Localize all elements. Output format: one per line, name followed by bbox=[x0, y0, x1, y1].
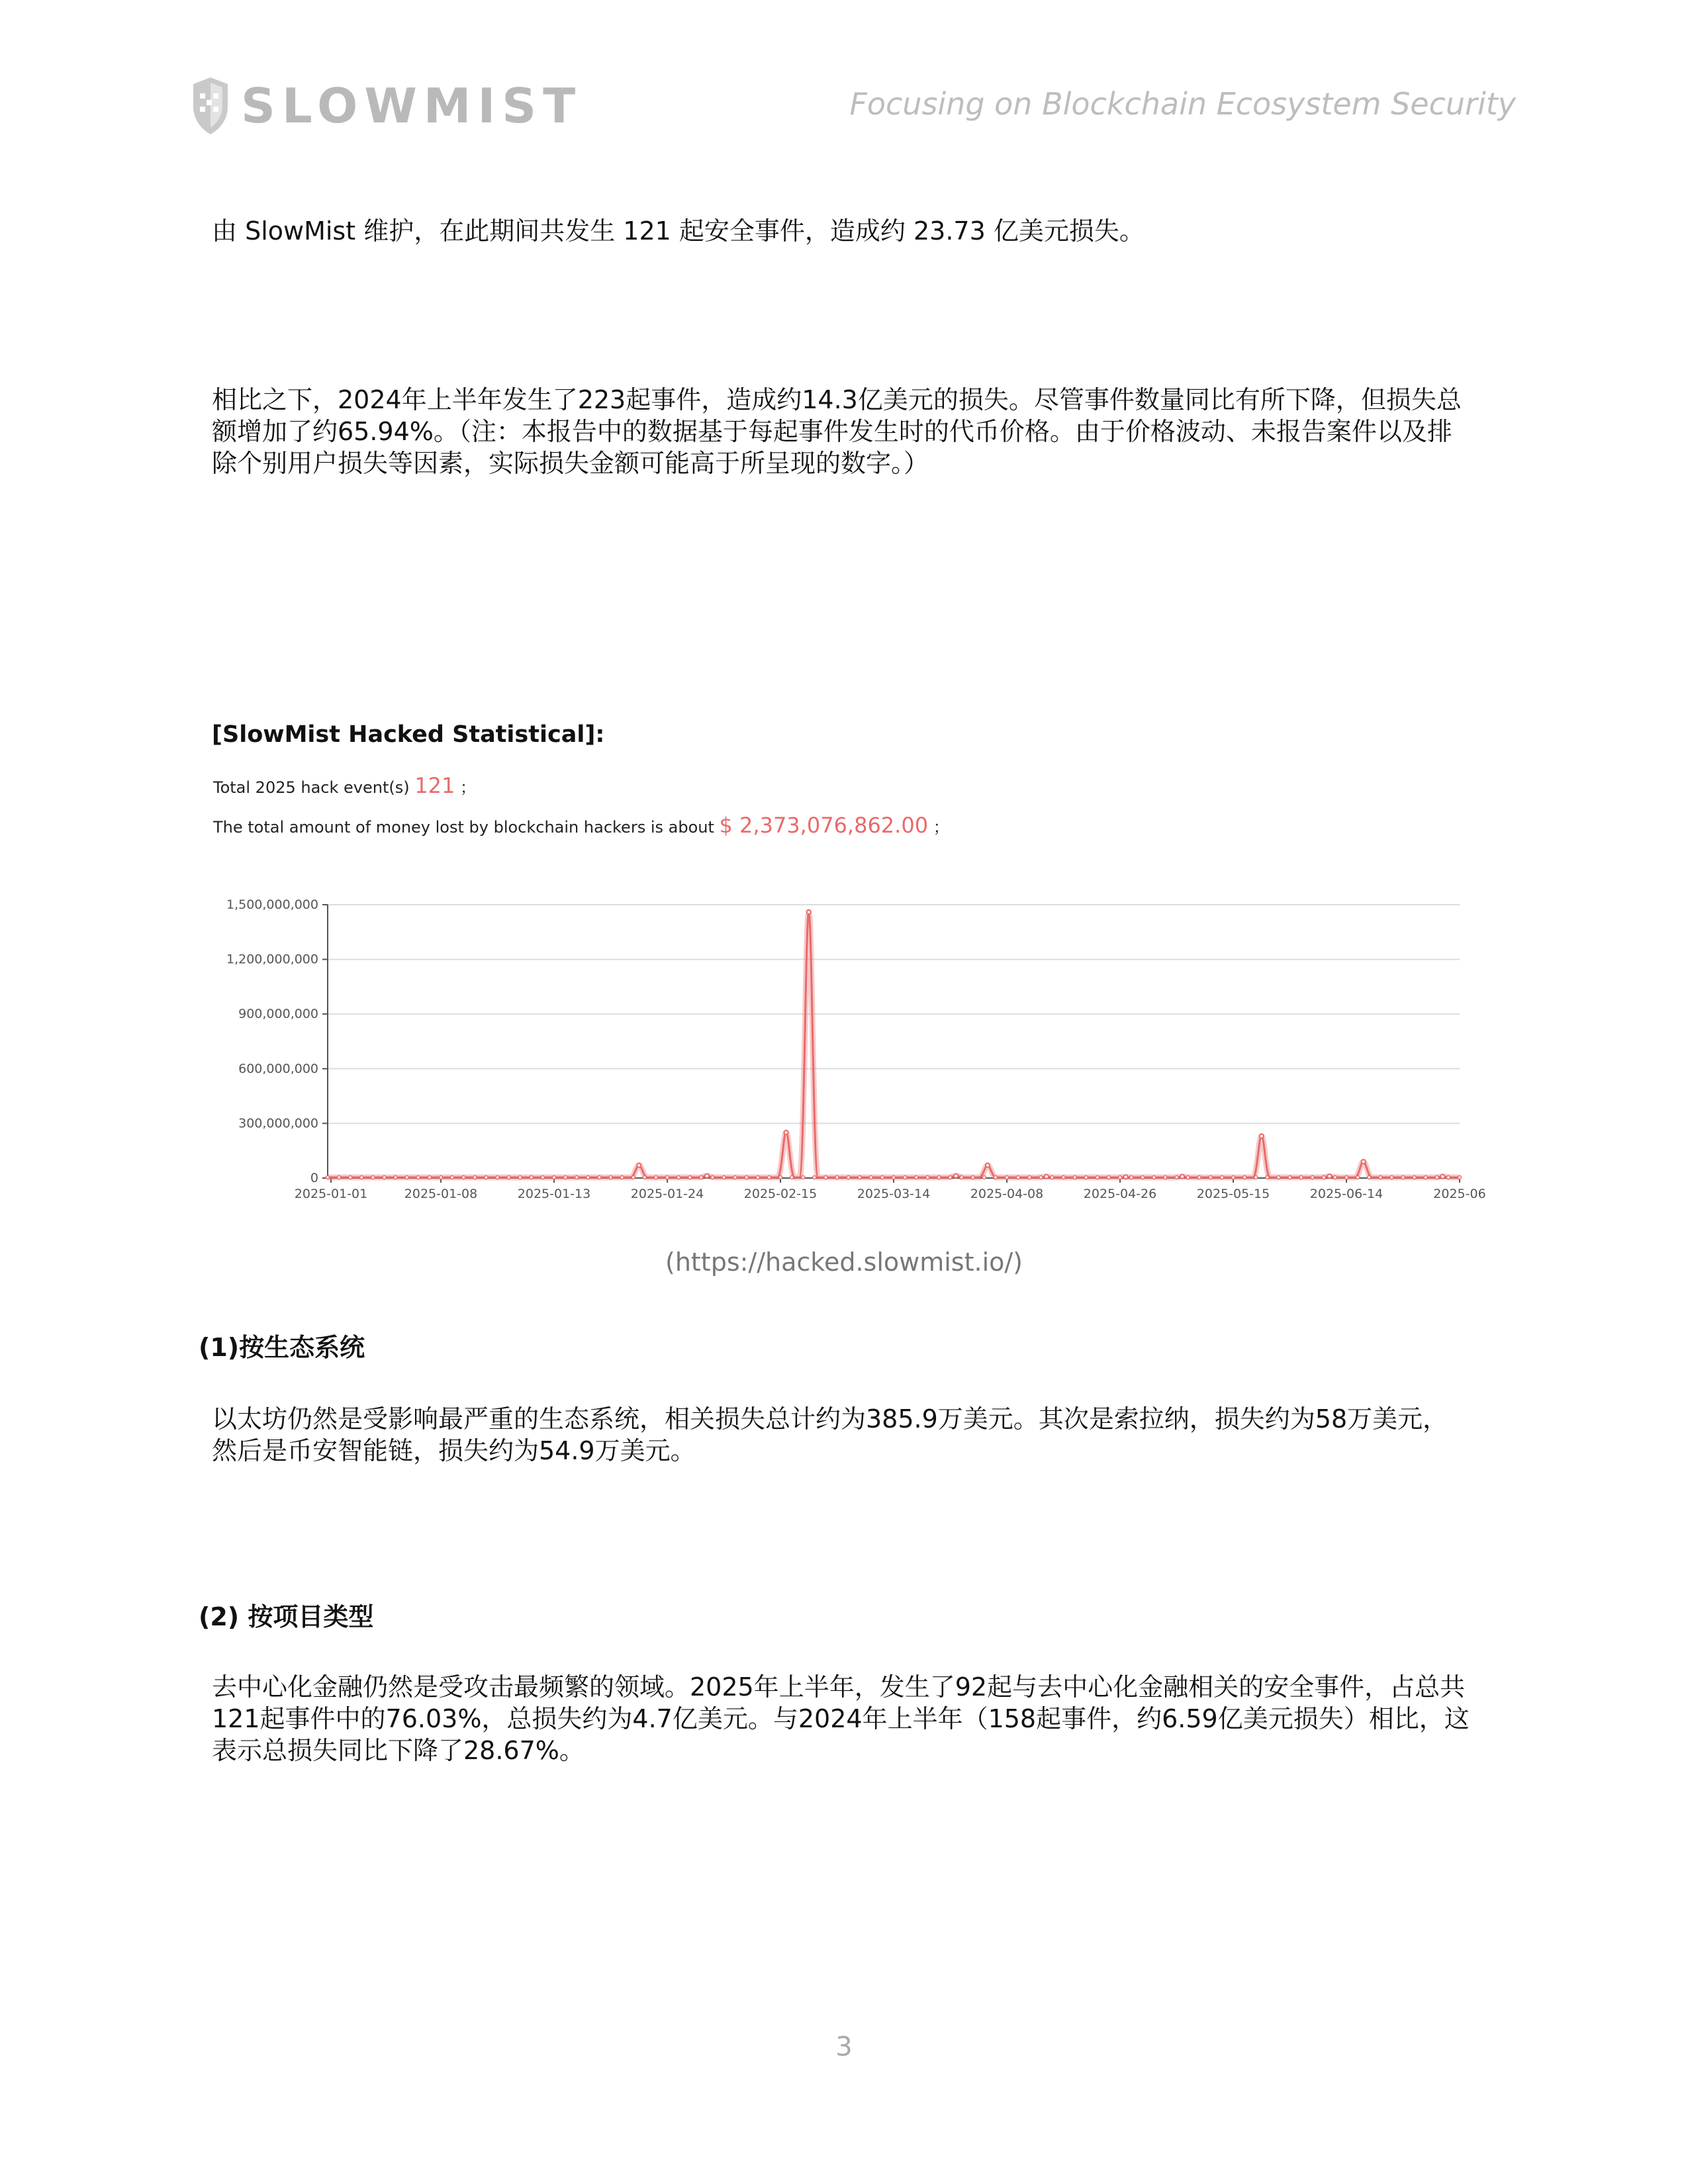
data-point bbox=[1243, 1176, 1246, 1179]
x-tick-label: 2025-01-13 bbox=[517, 1187, 591, 1201]
data-point bbox=[1028, 1176, 1031, 1179]
data-point bbox=[869, 1176, 872, 1179]
data-point bbox=[835, 1176, 839, 1179]
y-tick-label: 900,000,000 bbox=[238, 1007, 318, 1022]
slowmist-logo bbox=[192, 76, 582, 136]
y-tick-label: 0 bbox=[310, 1171, 318, 1185]
data-point bbox=[1458, 1176, 1462, 1179]
peak-point bbox=[986, 1163, 990, 1167]
data-point bbox=[394, 1176, 397, 1179]
data-point bbox=[880, 1176, 884, 1179]
peak-point bbox=[1124, 1175, 1128, 1179]
data-point bbox=[462, 1176, 465, 1179]
peak-point bbox=[1362, 1160, 1366, 1163]
data-point bbox=[632, 1176, 635, 1179]
source-link[interactable]: (https://hacked.slowmist.io/) bbox=[665, 1248, 1023, 1277]
peak-point bbox=[705, 1174, 709, 1178]
section-heading-ecosystem: (1)按生态系统 bbox=[199, 1333, 365, 1362]
data-point bbox=[847, 1176, 850, 1179]
data-point bbox=[1401, 1176, 1405, 1179]
data-point bbox=[1107, 1176, 1110, 1179]
shield-icon bbox=[192, 76, 229, 136]
data-point bbox=[1164, 1176, 1167, 1179]
data-point bbox=[1277, 1176, 1280, 1179]
data-point bbox=[1006, 1176, 1009, 1179]
data-point bbox=[733, 1176, 737, 1179]
data-point bbox=[802, 1176, 805, 1179]
data-point bbox=[416, 1176, 420, 1179]
data-point bbox=[507, 1176, 510, 1179]
data-point bbox=[1062, 1176, 1065, 1179]
y-tick-label: 1,200,000,000 bbox=[226, 952, 318, 967]
data-point bbox=[530, 1176, 533, 1179]
data-point bbox=[609, 1176, 612, 1179]
peak-point bbox=[1260, 1134, 1264, 1138]
data-point bbox=[1186, 1176, 1190, 1179]
x-tick-label: 2025-04-26 bbox=[1083, 1187, 1157, 1201]
data-point bbox=[904, 1176, 907, 1179]
data-point bbox=[666, 1176, 669, 1179]
data-point bbox=[1130, 1176, 1133, 1179]
data-point bbox=[779, 1176, 782, 1179]
page-header bbox=[0, 0, 1688, 172]
data-point bbox=[949, 1176, 952, 1179]
data-point bbox=[1039, 1176, 1043, 1179]
data-point bbox=[1119, 1176, 1122, 1179]
data-point bbox=[1379, 1176, 1382, 1179]
data-point bbox=[1356, 1176, 1360, 1179]
data-point bbox=[971, 1176, 974, 1179]
data-point bbox=[790, 1176, 794, 1179]
data-point bbox=[1333, 1176, 1336, 1179]
data-point bbox=[745, 1176, 748, 1179]
chart-x-axis bbox=[295, 1178, 1486, 1201]
chart-grid bbox=[328, 905, 1460, 1178]
x-tick-label: 2025-05-15 bbox=[1196, 1187, 1270, 1201]
section-body-ecosystem: 以太坊仍然是受影响最严重的生态系统，相关损失总计约为385.9万美元。其次是索拉纳，损失约为58万美元，然后是币安智能链，损失约为54.9万美元。 bbox=[212, 1404, 1448, 1465]
data-point bbox=[383, 1176, 386, 1179]
data-point bbox=[1220, 1176, 1223, 1179]
logo-text: SLOWMIST bbox=[241, 78, 583, 134]
y-tick-label: 1,500,000,000 bbox=[226, 897, 318, 912]
data-point bbox=[1073, 1176, 1076, 1179]
x-tick-label: 2025-01-08 bbox=[404, 1187, 478, 1201]
peak-point bbox=[1180, 1175, 1184, 1179]
y-tick-label: 300,000,000 bbox=[238, 1116, 318, 1131]
data-point bbox=[1084, 1176, 1088, 1179]
data-point bbox=[586, 1176, 590, 1179]
data-point bbox=[1197, 1176, 1201, 1179]
data-point bbox=[960, 1176, 963, 1179]
data-point bbox=[1345, 1176, 1348, 1179]
data-point bbox=[541, 1176, 544, 1179]
peak-point bbox=[1440, 1175, 1444, 1179]
hack-loss-chart bbox=[199, 887, 1489, 1218]
x-tick-label: 2025-01-24 bbox=[630, 1187, 704, 1201]
data-point bbox=[1175, 1176, 1178, 1179]
data-point bbox=[1424, 1176, 1427, 1179]
x-tick-label: 2025-03-14 bbox=[857, 1187, 931, 1201]
data-point bbox=[1322, 1176, 1325, 1179]
peak-point bbox=[784, 1130, 788, 1134]
loss-value: $ 2,373,076,862.00 bbox=[719, 813, 929, 838]
stats-title: [SlowMist Hacked Statistical]: bbox=[212, 721, 605, 748]
data-point bbox=[349, 1176, 352, 1179]
data-point bbox=[564, 1176, 567, 1179]
x-tick-label: 2025-02-15 bbox=[743, 1187, 818, 1201]
data-point bbox=[767, 1176, 771, 1179]
data-point bbox=[1446, 1176, 1450, 1179]
events-suffix: ； bbox=[459, 778, 476, 797]
y-tick-label: 600,000,000 bbox=[238, 1061, 318, 1076]
chart-y-axis bbox=[226, 897, 328, 1185]
chart-series bbox=[326, 910, 1462, 1179]
data-point bbox=[643, 1176, 646, 1179]
data-point bbox=[824, 1176, 827, 1179]
peak-point bbox=[1327, 1174, 1331, 1178]
data-point bbox=[360, 1176, 363, 1179]
comparison-paragraph: 相比之下，2024年上半年发生了223起事件，造成约14.3亿美元的损失。尽管事件数量同比有所下降，但损失总额增加了约65.94%。（注：本报告中的数据基于每起事件发生时的代币价格。由于价格波动、未报告案件以及排除个别用户损失等因素，实际损失金额可能高于所呈现的数字。） bbox=[212, 385, 1462, 478]
page-number: 3 bbox=[835, 2032, 853, 2062]
peak-point bbox=[807, 910, 811, 914]
data-point bbox=[926, 1176, 929, 1179]
section-heading-project-type: (2) 按项目类型 bbox=[199, 1602, 374, 1631]
data-point bbox=[371, 1176, 375, 1179]
data-point bbox=[813, 1176, 816, 1179]
intro-paragraph: 由 SlowMist 维护，在此期间共发生 121 起安全事件，造成约 23.73 亿美元损失。 bbox=[212, 216, 1145, 246]
data-point bbox=[575, 1176, 579, 1179]
data-point bbox=[1209, 1176, 1212, 1179]
series-line bbox=[328, 912, 1460, 1177]
series-line-glow bbox=[328, 912, 1460, 1177]
data-point bbox=[428, 1176, 431, 1179]
x-tick-label: 2025-04-08 bbox=[970, 1187, 1044, 1201]
data-point bbox=[858, 1176, 861, 1179]
data-point bbox=[451, 1176, 454, 1179]
data-point bbox=[677, 1176, 680, 1179]
data-point bbox=[1311, 1176, 1314, 1179]
data-point bbox=[1368, 1176, 1371, 1179]
data-point bbox=[700, 1176, 703, 1179]
x-tick-label: 2025-06-14 bbox=[1309, 1187, 1383, 1201]
data-point bbox=[994, 1176, 997, 1179]
data-point bbox=[1096, 1176, 1099, 1179]
data-point bbox=[553, 1176, 556, 1179]
section-body-project-type: 去中心化金融仍然是受攻击最频繁的领域。2025年上半年，发生了92起与去中心化金融相关的安全事件，占总共121起事件中的76.03%，总损失约为4.7亿美元。与2024年上半年（158起事件，约6.59亿美元损失）相比，这表示总损失同比下降了28.67%。 bbox=[212, 1672, 1470, 1765]
data-point bbox=[1051, 1176, 1054, 1179]
data-point bbox=[722, 1176, 726, 1179]
data-point bbox=[326, 1176, 330, 1179]
data-point bbox=[598, 1176, 601, 1179]
loss-stat bbox=[213, 813, 949, 838]
loss-suffix: ； bbox=[933, 818, 949, 837]
data-point bbox=[1288, 1176, 1291, 1179]
data-point bbox=[1232, 1176, 1235, 1179]
chart-svg bbox=[199, 887, 1489, 1218]
data-point bbox=[982, 1176, 986, 1179]
header-tagline: Focusing on Blockchain Ecosystem Security bbox=[849, 86, 1516, 122]
peak-point bbox=[637, 1163, 641, 1167]
data-point bbox=[937, 1176, 941, 1179]
data-point bbox=[1017, 1176, 1020, 1179]
data-point bbox=[892, 1176, 896, 1179]
events-value: 121 bbox=[414, 773, 455, 798]
data-point bbox=[405, 1176, 408, 1179]
data-point bbox=[485, 1176, 488, 1179]
data-point bbox=[711, 1176, 714, 1179]
data-point bbox=[1435, 1176, 1438, 1179]
data-point bbox=[1141, 1176, 1145, 1179]
events-label: Total 2025 hack event(s) bbox=[213, 778, 410, 797]
data-point bbox=[518, 1176, 522, 1179]
events-stat bbox=[213, 773, 476, 798]
data-point bbox=[620, 1176, 624, 1179]
data-point bbox=[1390, 1176, 1393, 1179]
x-tick-label: 2025-06 bbox=[1433, 1187, 1486, 1201]
peak-point bbox=[954, 1174, 958, 1178]
data-point bbox=[688, 1176, 692, 1179]
data-point bbox=[1266, 1176, 1269, 1179]
data-point bbox=[1413, 1176, 1416, 1179]
x-tick-label: 2025-01-01 bbox=[294, 1187, 368, 1201]
data-point bbox=[1254, 1176, 1258, 1179]
peak-point bbox=[1045, 1175, 1049, 1179]
data-point bbox=[473, 1176, 477, 1179]
data-point bbox=[338, 1176, 341, 1179]
data-point bbox=[496, 1176, 499, 1179]
data-point bbox=[654, 1176, 657, 1179]
data-point bbox=[1299, 1176, 1303, 1179]
data-point bbox=[440, 1176, 443, 1179]
data-point bbox=[756, 1176, 759, 1179]
data-point bbox=[1152, 1176, 1156, 1179]
loss-label: The total amount of money lost by blockchain hackers is about bbox=[213, 818, 714, 837]
data-point bbox=[915, 1176, 918, 1179]
